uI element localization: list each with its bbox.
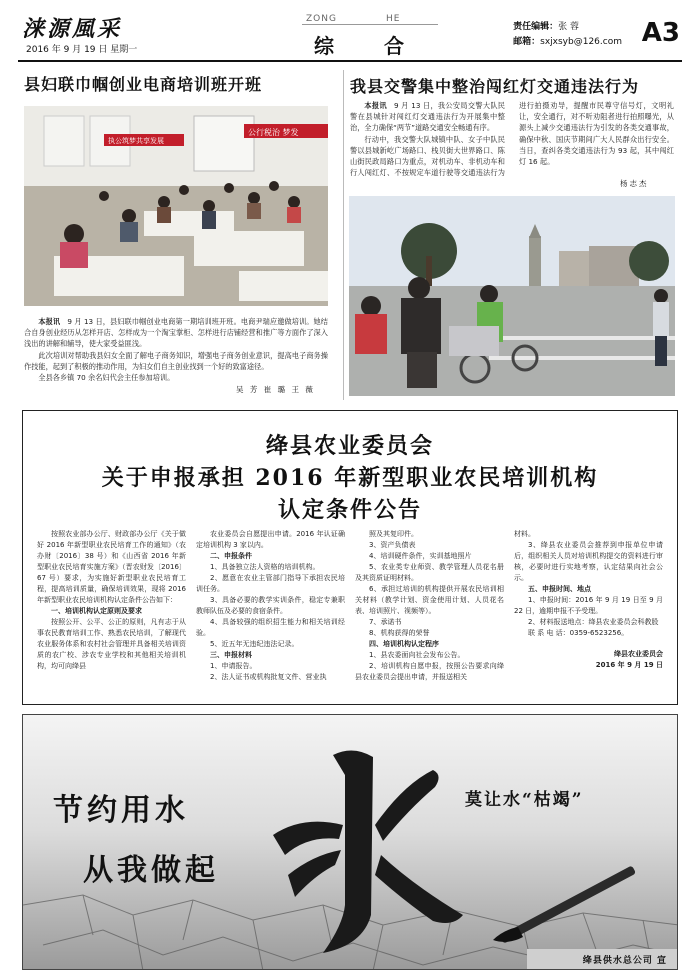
left-article-body (24, 316, 328, 383)
notice-signer: 绛县农业委员会 (614, 650, 663, 658)
section-heading (300, 10, 440, 60)
notice-signature (514, 649, 663, 671)
notice-item: 3、绛县农业委员会推荐到申报单位申请后，组织相关人员对培训机构提交的资料进行审核，必要时进行实地考察，认定结果向社会公示。 (514, 541, 663, 582)
notice-column-3 (355, 529, 504, 699)
right-article-headline: 我县交警集中整治闯红灯交通违法行为 (350, 77, 640, 96)
ad-big-character (309, 775, 405, 871)
section-char-left: 综 (314, 34, 334, 58)
left-article-lead: 本报讯 (38, 317, 61, 326)
ad-sponsor: 绛县供水总公司 宣 (527, 949, 677, 969)
notice-text: 农业委员会自愿提出申请。2016 年认证确定培训机构 3 家以内。 (196, 530, 345, 549)
page-number: A3 (641, 18, 680, 48)
notice-item: 1、县农委面向社会发布公告。 (369, 651, 465, 659)
street-illustration (349, 196, 675, 396)
section-pinyin-left: ZONG (306, 14, 337, 24)
notice-item: 1、申请报告。 (210, 662, 257, 670)
right-article-p2: 行动中，我交警大队城镇中队、女子中队民警以县城新屹广场路口、栈贝街大世界路口、陈山街民政局路口为重点，对机动车、非机动车和行人闯红灯、不按规定车道行驶等交通违法行为进行拍摄劝导，提醒市民尊守信号灯，文明礼让，安全通行，对不听劝阻者进行拍照曝光，从源头上减少交通违法行为引发的各类交通事故，确保中秋、国庆节期间广大人民群众出行安全。当日，查纠各类交通违法行为 93 起，其中闯红灯 16 起。 (350, 101, 674, 178)
notice-section-5-heading: 五、申报时间、地点 (528, 585, 591, 593)
notice-item: 8、机构获得的荣誉 (369, 629, 430, 637)
training-class-photo (24, 106, 328, 306)
notice-column-2 (196, 529, 345, 699)
notice-item: 5、近五年无违纪违法记录。 (210, 640, 299, 648)
notice-section-1-text: 按照公开、公平、公正的原则，凡有志于从事农民教育培训工作、熟悉农民培训，了解现代农业服务体系和农村社会管理并具备相关培训资质的农广校、涉农专业学校和其他相关培训机构，均可向绛县 (37, 618, 186, 670)
notice-item: 2、愿意在农业主管部门指导下承担农民培训任务。 (196, 574, 345, 593)
notice-item: 4、培训硬件条件，实训基地照片 (369, 552, 472, 560)
notice-title-line3: 认定条件公告 (277, 497, 422, 523)
masthead (18, 8, 682, 64)
ad-slogan-line1: 节约用水 (53, 793, 189, 828)
column-divider (343, 70, 344, 400)
notice-item: 2、法人证书或机构批复文件、营业执 (210, 673, 327, 681)
newspaper-logo: 涞源風采 (22, 16, 123, 42)
notice-item: 7、承诺书 (369, 618, 402, 626)
left-article-p2: 此次培训对帮助我县妇女全面了解电子商务知识，增强电子商务创业意识，提高电子商务操作技能，起到了积极的推动作用，为妇女们自主创业找到一个好的致富途径。 (24, 350, 328, 371)
ad-slogan-right: 莫让水“枯竭” (465, 790, 584, 810)
notice-sign-date: 2016 年 9 月 19 日 (595, 661, 663, 669)
notice-item: 6、承担过培训的机构提供开展农民培训相关材料（教学计划、资金使用计划、人员花名表、培训照片、视频等）。 (355, 585, 504, 615)
right-article-byline: 杨志杰 (620, 179, 649, 188)
notice-item: 材料。 (514, 530, 535, 538)
left-article-p1: 9 月 13 日，县妇联巾帼创业电商第一期培训班开班。电商尹瑞应邀做培训。她结合自身创业经历从怎样开店、怎样成为一个淘宝掌柜、怎样进行店铺经营和推广等方面作了深入浅出的讲解和辅导，使大家受益匪浅。 (24, 317, 328, 349)
traffic-police-photo (349, 196, 675, 396)
editor-name: 张 蓉 (558, 22, 580, 32)
notice-item: 照及其复印件。 (369, 530, 418, 538)
notice-title-line2: 关于申报承担 2016 年新型职业农民培训机构 (101, 465, 599, 491)
notice-item: 1、申报时间：2016 年 9 月 19 日至 9 月 22 日，逾期申报不予受理。 (514, 596, 663, 615)
right-article-lead: 本报讯 (364, 101, 387, 110)
ad-slogan-line2: 从我做起 (83, 853, 219, 888)
notice-item: 3、具备必要的教学实训条件，稳定专兼职教师队伍及必要的食宿条件。 (196, 596, 345, 615)
notice-intro: 按照农业部办公厅、财政部办公厅《关于做好 2016 年新型职业农民培育工作的通知》（农办财〔2016〕38 号）和《山西省 2016 年新型职业农民培育实施方案》（晋农财发〔2016〕67 号）要求，为实施好新型职业农民培育工程，提高培训质量，确保培训效果，现将 2016 年新型职业农民培训机构认定条件公告如下： (37, 530, 186, 604)
editor-info (513, 20, 622, 50)
editor-email: sxjxsyb@126.com (540, 37, 622, 47)
notice-column-4 (514, 529, 663, 699)
notice-title-line1: 绛县农业委员会 (265, 433, 434, 459)
notice-section-4-heading: 四、培训机构认定程序 (369, 640, 439, 648)
notice-item: 3、资产负债表 (369, 541, 416, 549)
notice-item: 1、具备独立法人资格的培训机构。 (210, 563, 320, 571)
notice-column-1 (37, 529, 186, 699)
section-char-right: 合 (384, 34, 404, 58)
masthead-rule (18, 60, 682, 62)
notice-item: 5、农业类专业师资、教学管理人员花名册及其资质证明材料。 (355, 563, 504, 582)
left-article-byline: 吴 芳 崔 璐 王 薇 (236, 385, 315, 394)
notice-section-1-heading: 一、培训机构认定原则及要求 (51, 607, 142, 615)
notice-section-3-heading: 三、申报材料 (210, 651, 252, 659)
water-saving-ad (22, 714, 678, 970)
public-notice-box (22, 410, 678, 705)
section-pinyin-right: HE (386, 14, 401, 24)
notice-contact-phone: 联 系 电 话：0359-6523256。 (528, 629, 629, 637)
right-article-body (350, 100, 674, 184)
notice-item: 2、培训机构自愿申报，按照公告要求向绛县农业委员会提出申请，并报送相关 (355, 662, 504, 681)
notice-body (37, 529, 663, 699)
notice-section-2-heading: 二、申报条件 (210, 552, 252, 560)
notice-item: 4、具备较强的组织招生能力和相关培训经验。 (196, 618, 345, 637)
left-article-headline: 县妇联巾帼创业电商培训班开班 (24, 75, 263, 94)
left-article-p3: 全县各乡镇 70 余名妇代会主任参加培训。 (38, 373, 175, 383)
right-article-p1: 9 月 13 日，我公安局交警大队民警在县城针对闯红灯交通违法行为开展集中整治，全力确保“两节”道路交通安全畅通有序。 (350, 101, 505, 133)
email-label: 邮箱： (513, 37, 541, 47)
notice-item: 2、材料报送地点：绛县农业委员会科教股 (528, 618, 659, 626)
section-rule (302, 24, 438, 25)
editor-label: 责任编辑： (513, 22, 559, 32)
photo-banner-right: 公行税治 梦发 (248, 128, 299, 137)
issue-date: 2016 年 9 月 19 日 星期一 (26, 45, 138, 55)
photo-banner-left: 执公筑梦共享发展 (108, 137, 164, 145)
